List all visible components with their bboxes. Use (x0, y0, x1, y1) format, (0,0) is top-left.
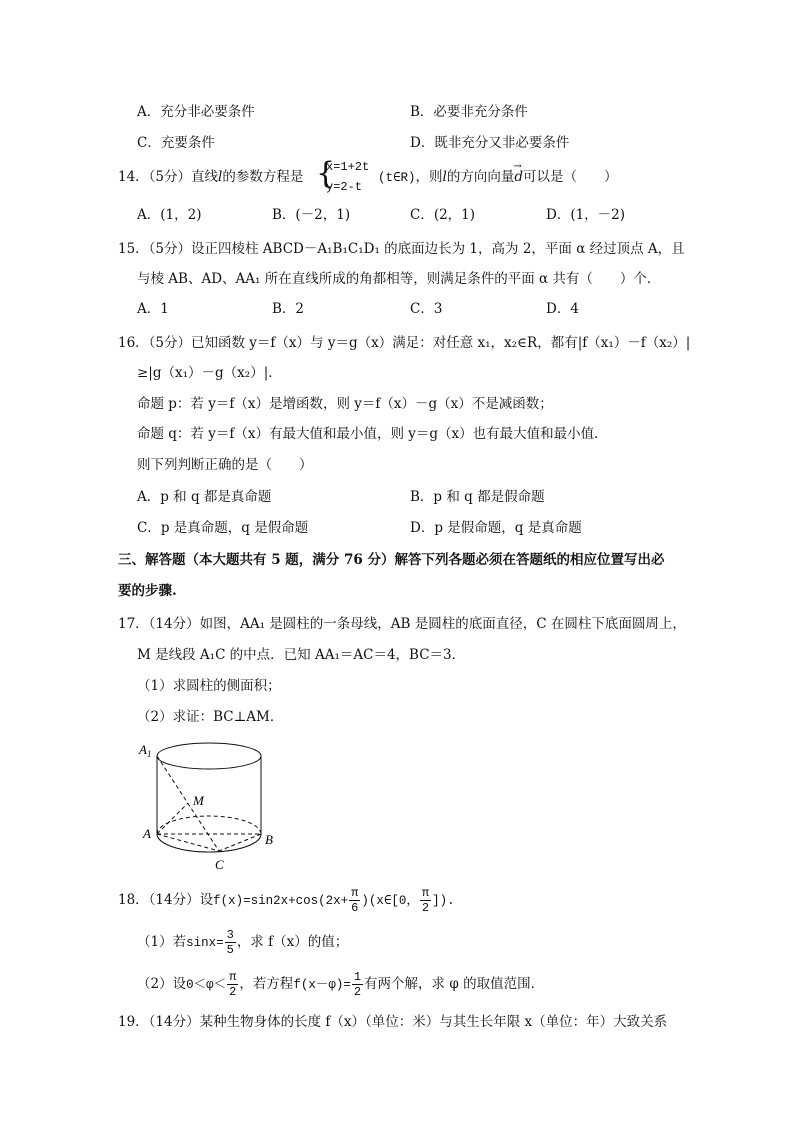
q16-option-b: B．p 和 q 都是假命题 (410, 489, 545, 505)
q16-stem-line1: 16．（5分）已知函数 y＝f（x）与 y＝g（x）满足：对任意 x₁，x₂∈R，都有|f（x₁）－f（x₂）| (118, 335, 691, 351)
q16-option-a: A．p 和 q 都是真命题 (137, 489, 272, 505)
q16-option-c: C．p 是真命题，q 是假命题 (137, 520, 309, 536)
q15-option-d: D．4 (546, 301, 579, 317)
q14-option-c: C．(2，1) (410, 207, 476, 223)
q17-part-2: （2）求证：BC⊥AM． (137, 709, 284, 725)
label-a: A (143, 826, 151, 841)
q18-part-1: （1）若sinx= $\frac{3}{5}$ ，求 f（x）的值； (137, 928, 349, 957)
segment-am (157, 803, 188, 834)
q16-proposition-q: 命题 q：若 y＝f（x）有最大值和最小值，则 y＝g（x）也有最大值和最小值． (137, 426, 608, 442)
q15-option-c: C．3 (410, 301, 443, 317)
q18-part-2: （2）设0＜φ＜ $\frac{\pi}{2}$ ，若方程f(x－φ)= $\frac{1}{2}$ 有两个解，求 φ 的取值范围． (137, 970, 545, 999)
fraction-pi-over-2-b: $\frac{\pi}{2}$ (229, 970, 237, 999)
segment-ac (157, 834, 219, 851)
cylinder-figure (135, 738, 295, 874)
section-3-heading-cont: 要的步骤. (118, 583, 177, 599)
q16-option-d: D．p 是假命题，q 是真命题 (410, 520, 582, 536)
label-b: B (265, 832, 273, 847)
q13-option-b: B．必要非充分条件 (410, 104, 528, 120)
q17-stem-line1: 17．（14分）如图，AA₁ 是圆柱的一条母线，AB 是圆柱的底面直径，C 在圆柱下底面圆周上， (118, 616, 686, 632)
q14-option-d: D．(1，－2) (546, 207, 626, 223)
q14-equation-2: y=2-t (326, 180, 363, 194)
q17-part-1: （1）求圆柱的侧面积； (137, 678, 281, 694)
q14-option-a: A．(1，2) (137, 207, 202, 223)
q14-equation-1: x=1+2t (326, 160, 370, 174)
q16-question: 则下列判断正确的是（ ） (137, 457, 313, 473)
fraction-pi-over-6: $\frac{\pi}{6}$ (351, 886, 359, 915)
q19-stem-line1: 19．（14分）某种生物身体的长度 f（x）（单位：米）与其生长年限 x（单位：年）大致关系 (118, 1014, 668, 1030)
label-m: M (193, 793, 204, 808)
fraction-pi-over-2: $\frac{\pi}{2}$ (421, 886, 430, 915)
system-brace: { (316, 156, 336, 191)
q14-stem: 14．（5分）直线l的参数方程是 (118, 169, 304, 185)
q13-option-c: C．充要条件 (137, 135, 215, 151)
fraction-3-over-5: $\frac{3}{5}$ (226, 928, 234, 957)
q14-stem-tail: (t∈R)，则l的方向向量→ d可以是（ ） (378, 168, 618, 187)
q13-option-d: D．既非充分又非必要条件 (410, 135, 570, 151)
label-c: C (215, 857, 224, 872)
cylinder-bottom-front (157, 834, 261, 852)
q15-stem-line2: 与棱 AB、AD、AA₁ 所在直线所成的角都相等，则满足条件的平面 α 共有（ ）个． (137, 271, 661, 287)
section-3-heading: 三、解答题（本大题共有 5 题，满分 76 分）解答下列各题必须在答题纸的相应位置写出必 (118, 552, 665, 568)
q15-stem-line1: 15．（5分）设正四棱柱 ABCD－A₁B₁C₁D₁ 的底面边长为 1，高为 2，平面 α 经过顶点 A，且 (118, 241, 685, 257)
q15-option-a: A．1 (137, 301, 169, 317)
q16-stem-line2: ≥|g（x₁）－g（x₂）|． (137, 365, 282, 381)
q16-proposition-p: 命题 p：若 y＝f（x）是增函数，则 y＝f（x）－g（x）不是减函数； (137, 396, 553, 412)
q13-option-a: A．充分非必要条件 (137, 104, 255, 120)
fraction-1-over-2: $\frac{1}{2}$ (353, 970, 362, 999)
cylinder-top-ellipse (157, 743, 261, 769)
q15-option-b: B．2 (272, 301, 305, 317)
q17-stem-line2: M 是线段 A₁C 的中点．已知 AA₁＝AC＝4，BC＝3． (137, 647, 466, 663)
q14-option-b: B．(－2，1) (272, 207, 351, 223)
label-a1: $A_1$ (139, 742, 152, 759)
q18-stem: 18．（14分）设f(x)=sin2x+cos(2x+ $\frac{\pi}{6}$ )(x∈[0， $\frac{\pi}{2}$ ]). (118, 886, 455, 915)
